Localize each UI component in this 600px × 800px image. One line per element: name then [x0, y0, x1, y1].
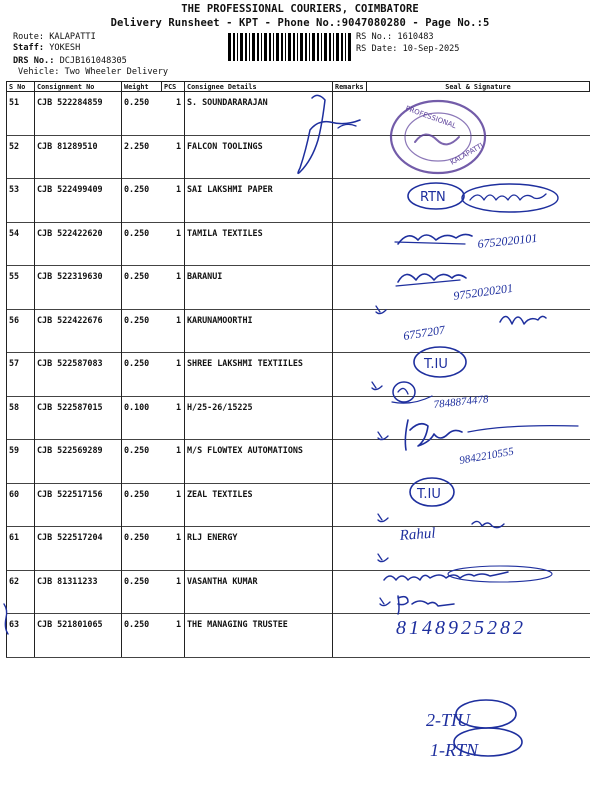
consignee-cell: H/25-26/15225 [185, 396, 333, 440]
col-header-consignee: Consignee Details [185, 82, 333, 92]
consignee-cell: FALCON TOOLINGS [185, 135, 333, 179]
sno-cell: 57 [7, 353, 35, 397]
route-text: Route: KALAPATTI [13, 32, 96, 42]
drs-value: DCJB161048305 [54, 56, 127, 66]
rtn-mark-53: RTN [420, 190, 446, 205]
staff-value: YOKESH [44, 43, 81, 53]
pcs-cell: 1 [162, 353, 185, 397]
consignment-no-cell: CJB 522319630 [35, 266, 122, 310]
weight-cell: 0.250 [122, 440, 162, 484]
consignment-no-cell: CJB 81289510 [35, 135, 122, 179]
weight-cell: 0.250 [122, 179, 162, 223]
consignee-cell: SAI LAKSHMI PAPER [185, 179, 333, 223]
consignment-no-cell: CJB 522284859 [35, 92, 122, 136]
sno-cell: 51 [7, 92, 35, 136]
weight-cell: 0.250 [122, 483, 162, 527]
consignment-no-cell: CJB 521801065 [35, 614, 122, 658]
company-title: THE PROFESSIONAL COURIERS, COIMBATORE [181, 3, 419, 15]
phone-59: 9842210555 [458, 445, 515, 467]
consignee-cell: ZEAL TEXTILES [185, 483, 333, 527]
consignee-cell: KARUNAMOORTHI [185, 309, 333, 353]
pcs-cell: 1 [162, 527, 185, 571]
sno-cell: 55 [7, 266, 35, 310]
footer-tiu-tally: 2-TIU [426, 710, 470, 730]
consignment-no-cell: CJB 522422620 [35, 222, 122, 266]
sno-cell: 54 [7, 222, 35, 266]
pcs-cell: 1 [162, 440, 185, 484]
consignee-cell: VASANTHA KUMAR [185, 570, 333, 614]
consignee-cell: RLJ ENERGY [185, 527, 333, 571]
sno-cell: 53 [7, 179, 35, 223]
rs-number: RS No.: 1610483 [356, 32, 434, 42]
consignment-no-cell: CJB 522499409 [35, 179, 122, 223]
weight-cell: 0.250 [122, 353, 162, 397]
weight-cell: 0.250 [122, 614, 162, 658]
pcs-cell: 1 [162, 614, 185, 658]
col-header-consignment: Consignment No [35, 82, 122, 92]
pcs-cell: 1 [162, 92, 185, 136]
weight-cell: 0.250 [122, 570, 162, 614]
col-header-pcs: PCS [162, 82, 185, 92]
col-header-sno: S No [7, 82, 35, 92]
phone-58: 7848874478 [433, 393, 490, 411]
pcs-cell: 1 [162, 266, 185, 310]
staff-label: Staff: [13, 43, 45, 53]
phone-54: 6752020101 [476, 230, 538, 251]
weight-cell: 0.250 [122, 92, 162, 136]
pcs-cell: 1 [162, 396, 185, 440]
weight-cell: 0.250 [122, 222, 162, 266]
phone-63: 8148925282 [396, 617, 526, 639]
signature-61: Rahul [399, 525, 437, 544]
drs-label: DRS No.: [13, 56, 55, 66]
pcs-cell: 1 [162, 309, 185, 353]
pcs-cell: 1 [162, 179, 185, 223]
svg-text:PROFESSIONAL: PROFESSIONAL [404, 104, 458, 131]
weight-cell: 0.250 [122, 266, 162, 310]
pcs-cell: 1 [162, 483, 185, 527]
consignee-cell: THE MANAGING TRUSTEE [185, 614, 333, 658]
sno-cell: 63 [7, 614, 35, 658]
sno-cell: 56 [7, 309, 35, 353]
consignee-cell: BARANUI [185, 266, 333, 310]
consignee-cell: TAMILA TEXTILES [185, 222, 333, 266]
consignee-cell: M/S FLOWTEX AUTOMATIONS [185, 440, 333, 484]
kalapatti-stamp [391, 101, 485, 173]
pcs-cell: 1 [162, 570, 185, 614]
phone-55: 9752020201 [452, 280, 514, 303]
consignment-no-cell: CJB 522569289 [35, 440, 122, 484]
col-header-remarks: Remarks [333, 82, 367, 92]
col-header-seal: Seal & Signature [367, 82, 590, 92]
weight-cell: 0.250 [122, 527, 162, 571]
consignee-cell: SHREE LAKSHMI TEXTIILES [185, 353, 333, 397]
vehicle-text: Vehicle: Two Wheeler Delivery [18, 67, 169, 77]
tiu-mark-60: T.IU [417, 487, 441, 502]
consignment-no-cell: CJB 522587015 [35, 396, 122, 440]
footer-rtn-tally: 1-RTN [430, 740, 479, 760]
svg-text:KALAPATTI: KALAPATTI [449, 141, 485, 167]
sno-cell: 58 [7, 396, 35, 440]
sno-cell: 59 [7, 440, 35, 484]
runsheet-subtitle: Delivery Runsheet - KPT - Phone No.:9047080280 - Page No.:5 [110, 17, 490, 29]
consignment-no-cell: CJB 522517204 [35, 527, 122, 571]
pcs-cell: 1 [162, 135, 185, 179]
weight-cell: 0.250 [122, 309, 162, 353]
consignment-no-cell: CJB 81311233 [35, 570, 122, 614]
sno-cell: 60 [7, 483, 35, 527]
rs-date: RS Date: 10-Sep-2025 [356, 44, 460, 54]
sno-cell: 61 [7, 527, 35, 571]
tiu-mark-57: T.IU [424, 357, 448, 372]
sno-cell: 52 [7, 135, 35, 179]
consignment-no-cell: CJB 522517156 [35, 483, 122, 527]
weight-cell: 0.100 [122, 396, 162, 440]
pcs-cell: 1 [162, 222, 185, 266]
sno-cell: 62 [7, 570, 35, 614]
weight-cell: 2.250 [122, 135, 162, 179]
consignment-no-cell: CJB 522587083 [35, 353, 122, 397]
consignee-cell: S. SOUNDARARAJAN [185, 92, 333, 136]
col-header-weight: Weight [122, 82, 162, 92]
phone-56: 6757207 [402, 322, 446, 343]
consignment-no-cell: CJB 522422676 [35, 309, 122, 353]
